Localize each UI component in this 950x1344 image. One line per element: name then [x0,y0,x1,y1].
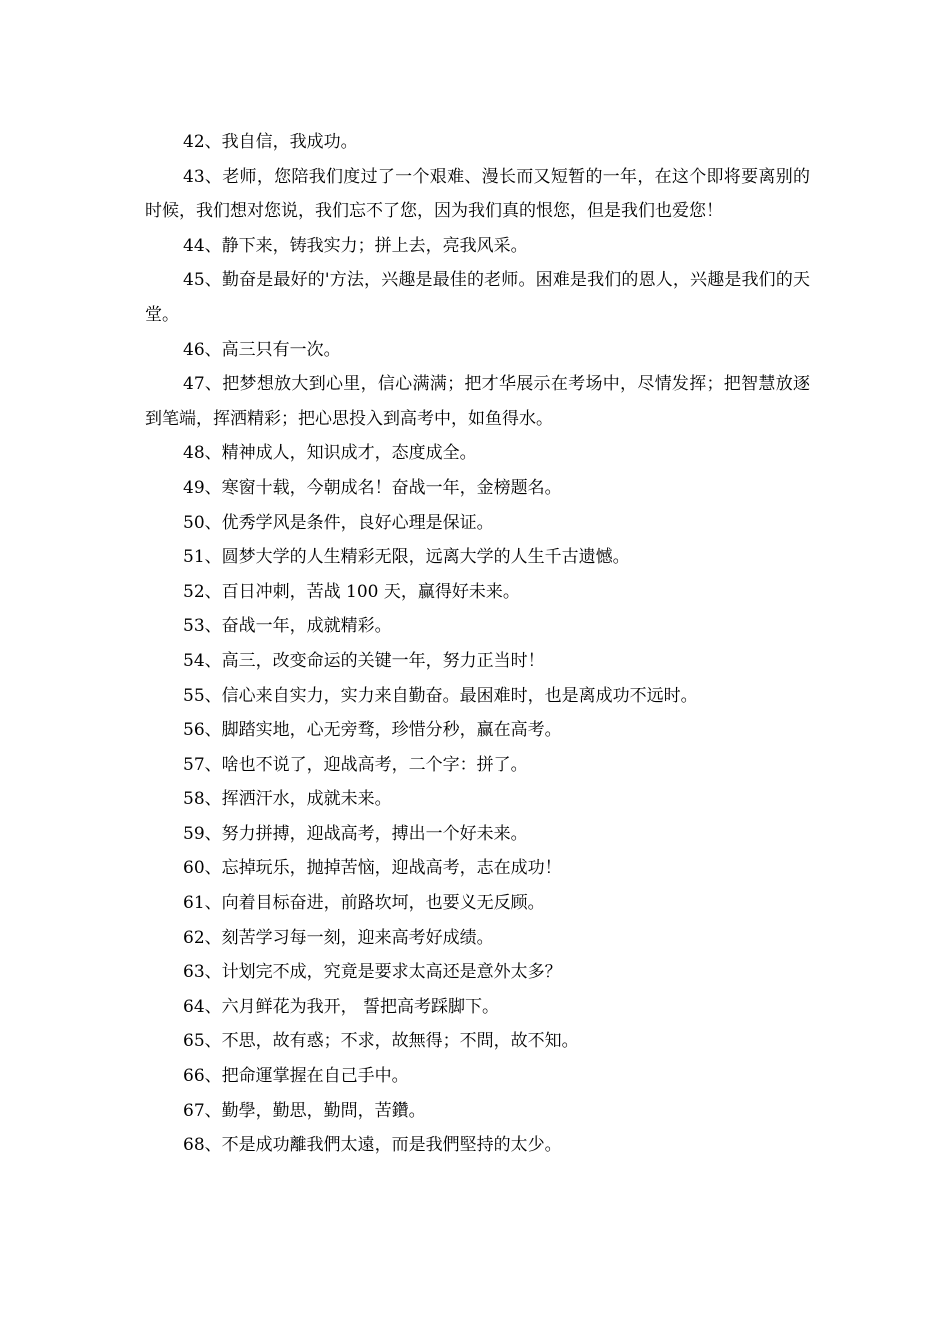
paragraph: 65、不思，故有惑；不求，故無得；不問，故不知。 [183,1031,579,1052]
paragraph: 48、精神成人，知识成才，态度成全。 [183,443,477,464]
paragraph: 53、奋战一年，成就精彩。 [183,616,392,637]
paragraph: 63、计划完不成，究竟是要求太高还是意外太多？ [183,962,562,983]
paragraph: 60、忘掉玩乐，抛掉苦恼，迎战高考，志在成功！ [183,858,562,879]
paragraph: 43、老师，您陪我们度过了一个艰难、漫长而又短暂的一年，在这个即将要离别的时候，我们想对您说，我们忘不了您，因为我们真的恨您，但是我们也爱您！ [145,166,810,222]
paragraph: 64、六月鲜花为我开， 誓把高考踩脚下。 [183,996,500,1017]
paragraph: 46、高三只有一次。 [183,339,341,360]
paragraph: 51、圆梦大学的人生精彩无限，远离大学的人生千古遗憾。 [183,547,630,568]
paragraph: 49、寒窗十载，今朝成名！奋战一年，金榜题名。 [183,477,562,498]
paragraph: 47、把梦想放大到心里，信心满满；把才华展示在考场中，尽情发挥；把智慧放逐到笔端，挥洒精彩；把心思投入到高考中，如鱼得水。 [145,374,810,429]
paragraph: 67、勤學，勤思，勤問，苦鑽。 [183,1100,426,1121]
paragraph: 68、不是成功離我們太遠，而是我們堅持的太少。 [183,1135,562,1156]
paragraph: 66、把命運掌握在自己手中。 [183,1066,409,1087]
paragraph: 45、勤奋是最好的'方法，兴趣是最佳的老师。困难是我们的恩人，兴趣是我们的天堂。 [145,270,810,325]
paragraph: 58、挥洒汗水，成就未来。 [183,789,392,810]
paragraph: 57、啥也不说了，迎战高考，二个字：拼了。 [183,754,528,775]
paragraph: 50、优秀学风是条件，良好心理是保证。 [183,512,494,533]
paragraph: 54、高三，改变命运的关键一年，努力正当时！ [183,650,545,671]
paragraph: 59、努力拼搏，迎战高考，搏出一个好未来。 [183,823,528,844]
paragraph: 55、信心来自实力，实力来自勤奋。最困难时，也是离成功不远时。 [183,685,698,706]
paragraph: 56、脚踏实地，心无旁骛，珍惜分秒，赢在高考。 [183,720,562,741]
paragraph: 52、百日冲刺，苦战 100 天，赢得好未来。 [183,581,520,602]
document-page [145,125,810,1163]
paragraph: 62、刻苦学习每一刻，迎来高考好成绩。 [183,927,494,948]
paragraph: 61、向着目标奋进，前路坎坷，也要义无反顾。 [183,893,545,914]
paragraph: 42、我自信，我成功。 [183,132,358,152]
paragraph: 44、静下来，铸我实力；拼上去，亮我风采。 [183,235,528,256]
